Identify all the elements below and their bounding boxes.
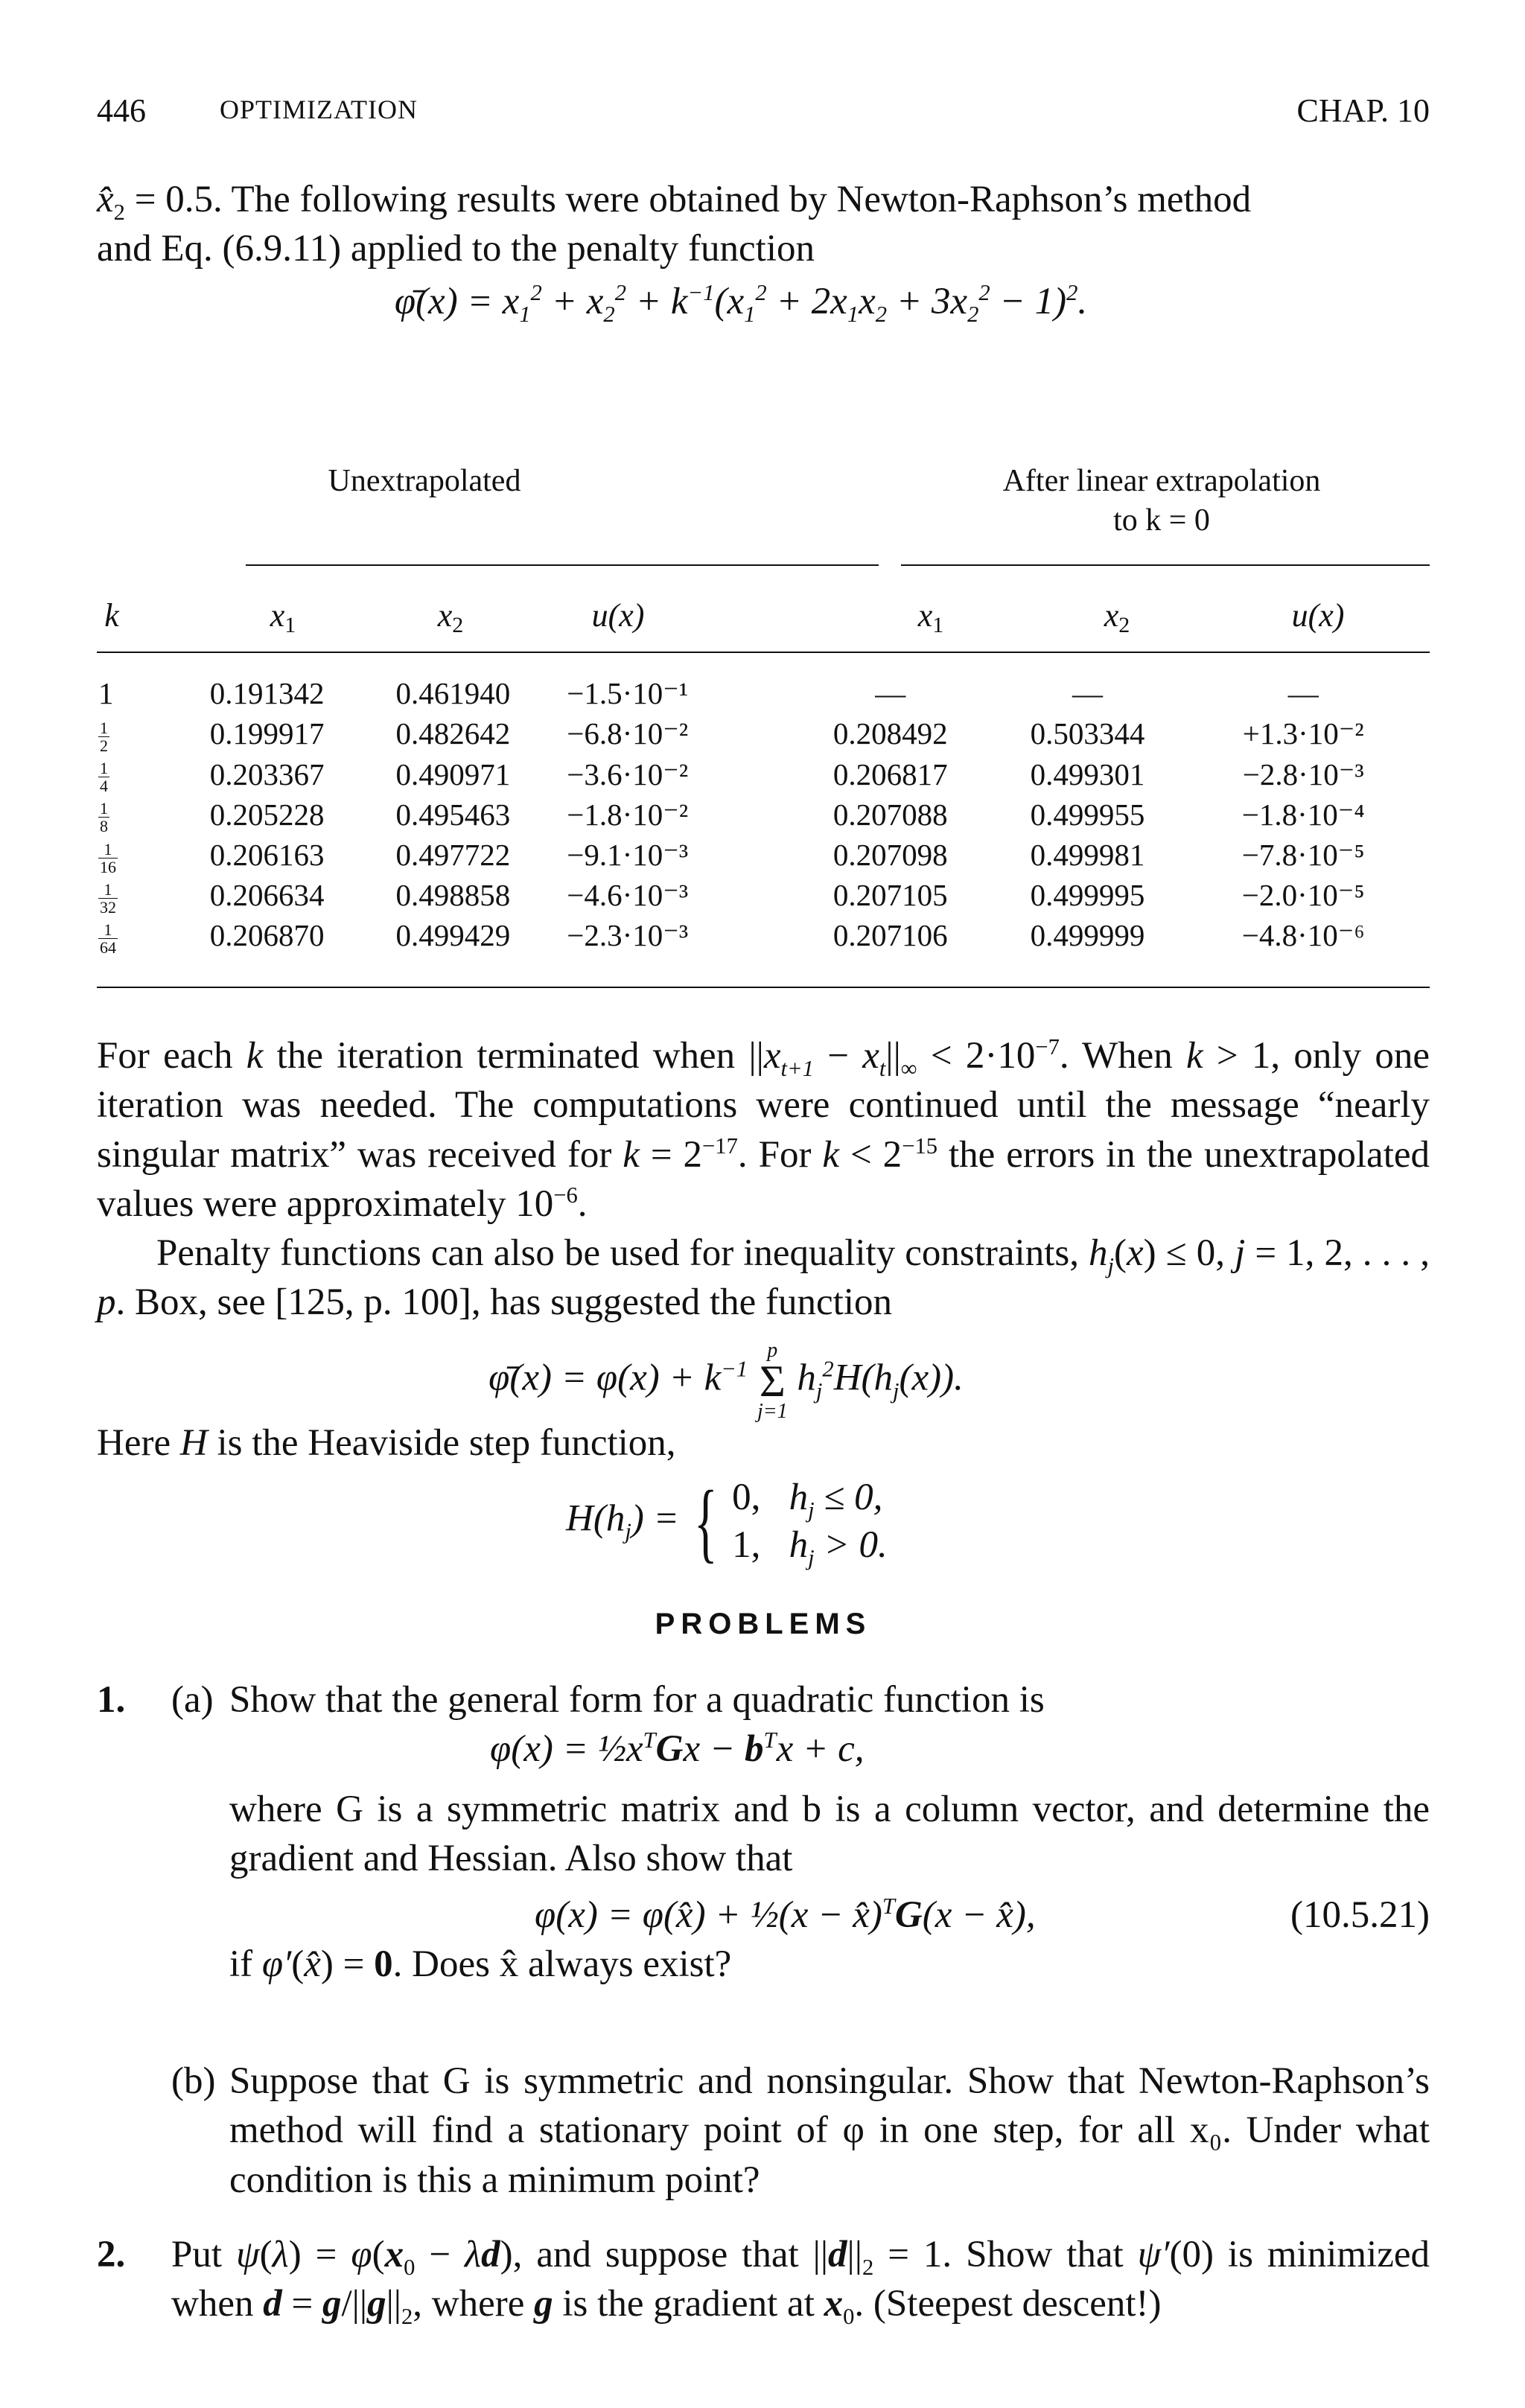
problem-1b-body: Suppose that G is symmetric and nonsingular. Show that Newton-Raphson’s method will find a stationary point of φ in one step, for all x₀. Under what condition is this a minimum point?: [229, 2060, 1430, 2201]
cell-ex1: 0.207088: [832, 797, 948, 832]
cell-k: [97, 714, 210, 754]
intro-line-2: and Eq. (6.9.11) applied to the penalty function: [97, 228, 815, 270]
cell-u: −1.8·10⁻²: [567, 797, 689, 832]
problem-2-number: 2.: [97, 2234, 126, 2275]
col-header-ex2: x2: [1104, 597, 1130, 637]
page-number: 446: [97, 92, 146, 129]
problem-1: [171, 1675, 1430, 2211]
heaviside-equation: $H(h_j)$ = { 0, $h_j \le 0$, 1, $h_j > 0$.: [566, 1471, 888, 1571]
cell-ex1: 0.207106: [832, 918, 948, 953]
cell-x2: 0.495463: [395, 797, 511, 832]
cell-ex1: 0.207105: [832, 878, 948, 913]
cell-ex2: 0.499301: [1030, 757, 1145, 791]
summation-sign: p Σ j=1: [757, 1339, 788, 1423]
cell-x1: 0.191342: [209, 676, 325, 711]
cell-eu: —: [1287, 676, 1319, 711]
header-rule: [97, 652, 1430, 653]
fraction: $\frac{1}{64}$: [100, 920, 116, 958]
cell-eu: −2.0·10⁻⁵: [1241, 878, 1365, 913]
cell-ex2: 0.499995: [1030, 878, 1145, 913]
problem-1a-body: Show that the general form for a quadratic function is $\varphi(x) = \frac{1}{2}x^TGx - b^Tx + c$, where G is a symmetric matrix and b is a column vector, and determine the gradient and Hessian. Also show that φ(x) = φ(x̂) + ½(x − x̂)$^T$G(x − x̂), (10.5.21) if φ′(x̂) = 0. Does x̂ always exist?: [229, 1679, 1430, 1986]
cell-eu: −4.8·10⁻⁶: [1241, 918, 1365, 953]
cell-ex2: 0.503344: [1030, 716, 1145, 751]
cell-x1: 0.206870: [209, 918, 325, 953]
quadratic-equation: $\varphi(x) = \frac{1}{2}x^TGx - b^Tx + c$,: [490, 1727, 865, 1771]
cell-k: [97, 835, 210, 876]
cell-k: [97, 754, 210, 794]
cell-eu: −2.8·10⁻³: [1242, 757, 1364, 791]
fraction: $\frac{1}{16}$: [100, 839, 116, 876]
cell-x2: 0.498858: [395, 878, 511, 913]
cell-u: −3.6·10⁻²: [567, 757, 689, 791]
cell-u: −6.8·10⁻²: [567, 716, 689, 751]
cell-ex1: 0.206817: [832, 757, 948, 791]
cell-x1: 0.205228: [209, 797, 325, 832]
col-header-x1: x1: [270, 597, 296, 637]
paragraph-termination: For each k the iteration terminated when $||x_{t+1} - x_t||_\infty < 2\cdot 10^{-7}$. When k > 1, only one iteration was needed. The computations were continued until the message “nearly singular matrix” was received for $k = 2^{-17}$. For $k < 2^{-15}$ the errors in the unextrapolated values were approximately $10^{-6}$. Penalty functions can also be used for inequality constraints, $h_j(x) \le 0$, j = 1, 2, . . . , p. Box, see [125, p. 100], has suggested the function: [97, 1034, 1430, 1324]
cell-ex2: 0.499999: [1030, 918, 1145, 953]
cell-u: −9.1·10⁻³: [567, 838, 689, 872]
cell-x1: 0.206634: [209, 878, 325, 913]
table-row: [97, 835, 1430, 876]
cell-x1: 0.199917: [209, 716, 325, 751]
box-penalty-equation: φ̄(x) = $\varphi(x) + k^{-1}$ p Σ j=1 $h_j^2H(h_j(x))$.: [488, 1339, 964, 1423]
group-header-unextrapolated: Unextrapolated: [328, 464, 521, 498]
cell-k: 1: [98, 676, 114, 711]
running-header: [97, 89, 1430, 134]
cell-ex2: —: [1072, 676, 1103, 711]
cell-x1: 0.206163: [209, 838, 325, 872]
fraction: $\frac{1}{2}$: [100, 719, 108, 756]
results-table: [97, 447, 1430, 1013]
cell-eu: −1.8·10⁻⁴: [1241, 797, 1365, 832]
table-row: [97, 754, 1430, 794]
col-header-k: k: [104, 597, 119, 634]
group-rule-right: [901, 564, 1430, 566]
cell-eu: +1.3·10⁻²: [1242, 716, 1364, 751]
cell-u: −4.6·10⁻³: [567, 878, 689, 913]
cell-k: [97, 876, 210, 916]
cell-x2: 0.490971: [395, 757, 511, 791]
table-row: [97, 674, 1430, 714]
table-row: [97, 876, 1430, 916]
cell-x2: 0.497722: [395, 838, 511, 872]
cell-x1: 0.203367: [209, 757, 325, 791]
cell-x2: 0.461940: [395, 676, 511, 711]
section-title: OPTIMIZATION: [220, 95, 418, 124]
cell-k: [97, 916, 210, 956]
group-rule-left: [246, 564, 879, 566]
problems-heading: PROBLEMS: [655, 1608, 872, 1640]
intro-paragraph: $x̂_2 = 0.5$. The following results were obtained by Newton-Raphson’s method and Eq. (6.9.11) applied to the penalty function: [97, 175, 1430, 274]
col-header-eu: u(x): [1291, 597, 1345, 634]
fraction: $\frac{1}{4}$: [100, 759, 108, 796]
cell-ex1: 0.207098: [832, 838, 948, 872]
cell-u: −1.5·10⁻¹: [567, 676, 689, 711]
results-table-body: [97, 674, 1430, 956]
table-row: [97, 916, 1430, 956]
cell-x2: 0.499429: [395, 918, 511, 953]
table-bottom-rule: [97, 987, 1430, 988]
fraction: $\frac{1}{8}$: [100, 799, 108, 836]
cell-u: −2.3·10⁻³: [567, 918, 689, 953]
cell-ex2: 0.499955: [1030, 797, 1145, 832]
problem-1-number: 1.: [97, 1679, 126, 1721]
col-header-ex1: x1: [917, 597, 944, 637]
col-header-x2: x2: [437, 597, 464, 637]
intro-line-1: = 0.5. The following results were obtained by Newton-Raphson’s method: [124, 179, 1252, 220]
cell-ex1: 0.208492: [832, 716, 948, 751]
group-header-extrapolated: After linear extrapolation to k = 0: [1002, 464, 1321, 538]
table-row: [97, 794, 1430, 835]
cell-eu: −7.8·10⁻⁵: [1241, 838, 1365, 872]
table-row: [97, 714, 1430, 754]
problem-1a-label: (a): [171, 1679, 214, 1721]
cell-x2: 0.482642: [395, 716, 511, 751]
cell-k: [97, 794, 210, 835]
problem-1b-label: (b): [171, 2060, 216, 2102]
heaviside-intro: Here H is the Heaviside step function,: [97, 1422, 676, 1464]
chapter-label: CHAP. 10: [1296, 92, 1430, 129]
equation-10-5-21: φ(x) = φ(x̂) + ½(x − x̂)$^T$G(x − x̂), (10.5.21): [535, 1893, 1430, 1937]
cell-ex1: —: [875, 676, 906, 711]
fraction: $\frac{1}{32}$: [100, 879, 116, 917]
book-page: [97, 74, 1430, 2368]
penalty-function-equation: φ̄(x) = $x_1^2 + x_2^2 + k^{-1}(x_1^2 + 2x_1x_2 + 3x_2^2 - 1)^2$.: [394, 280, 1088, 328]
cell-ex2: 0.499981: [1030, 838, 1145, 872]
problem-2: Put $\psi(\lambda) = \varphi(x_0 - \lambda d)$, and suppose that $||d||_2 = 1$. Show that ψ′(0) is minimized when $d = g/||g||_2$, where g is the gradient at $x_0$. (Steepest descent!): [171, 2234, 1430, 2330]
col-header-u: u(x): [591, 597, 645, 634]
